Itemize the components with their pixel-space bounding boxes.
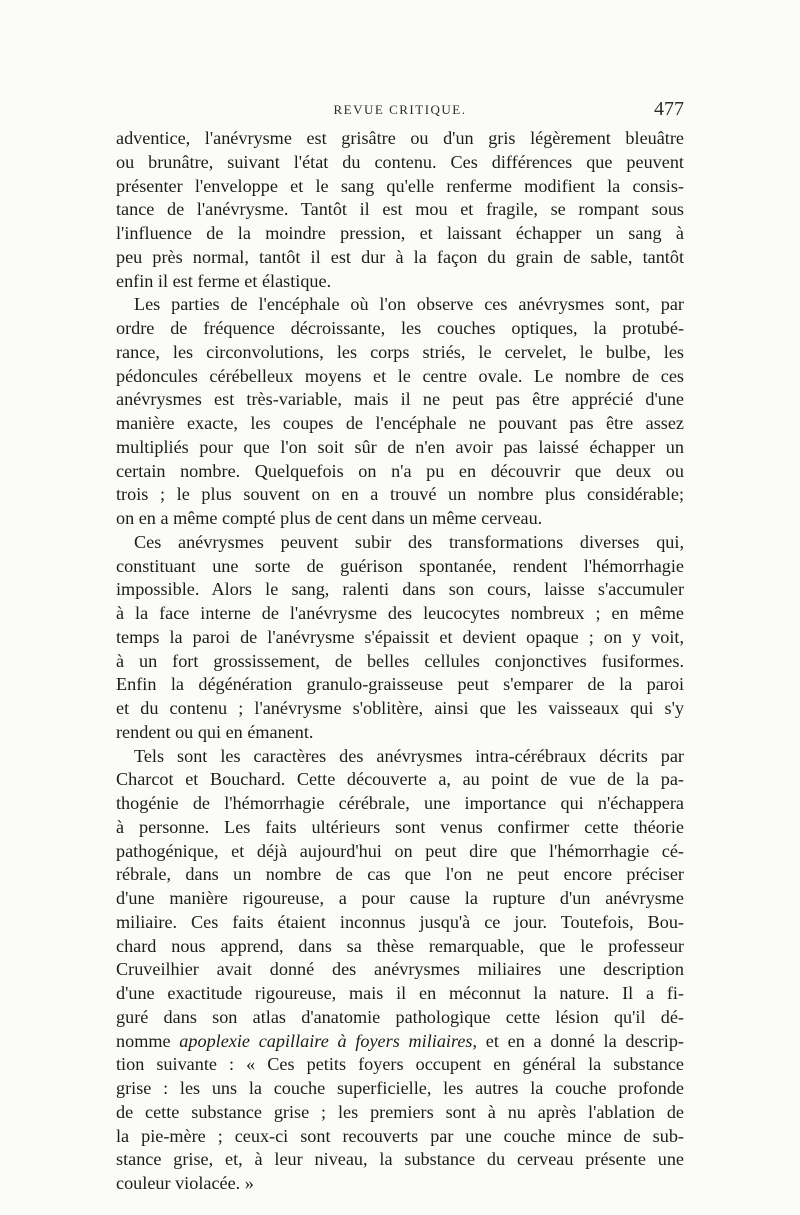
text-line: et du contenu ; l'anévrysme s'oblitère, ainsi que les vaisseaux qui s'y [116, 698, 684, 718]
text-line: certain nombre. Quelquefois on n'a pu en découvrir que deux ou [116, 460, 684, 481]
text-line: Enfin la dégénération granulo-graisseuse peut s'emparer de la paroi [116, 674, 684, 695]
text-line: Charcot et Bouchard. Cette découverte a, au point de vue de la pa- [116, 769, 684, 790]
page-number: 477 [654, 98, 684, 120]
text-line: trois ; le plus souvent on en a trouvé un nombre plus considérable; [116, 484, 684, 505]
body-text [116, 127, 684, 1196]
text-line: l'influence de la moindre pression, et laissant échapper un sang à [116, 223, 684, 243]
running-title: REVUE CRITIQUE. [333, 102, 467, 117]
text-line: peu près normal, tantôt il est dur à la façon du grain de sable, tantôt [116, 246, 684, 267]
running-head [116, 98, 684, 126]
text-line: à personne. Les faits ultérieurs sont venus confirmer cette théorie [116, 816, 684, 837]
text-line: multipliés pour que l'on soit sûr de n'en avoir pas laissé échapper un [116, 436, 684, 457]
text-line: la pie-mère ; ceux-ci sont recouverts par une couche mince de sub- [116, 1125, 684, 1146]
text-line: Tels sont les caractères des anévrysmes intra-cérébraux décrits par [134, 745, 684, 766]
text-line: manière exacte, les coupes de l'encéphale ne pouvant pas être assez [116, 413, 684, 433]
text-line: rébrale, dans un nombre de cas que l'on ne peut encore préciser [116, 864, 684, 885]
text-line: à un fort grossissement, de belles cellules conjonctives fusiformes. [116, 650, 684, 671]
text-line: Ces anévrysmes peuvent subir des transformations diverses qui, [134, 531, 684, 552]
text-line: constituant une sorte de guérison spontanée, rendent l'hémorrhagie [116, 555, 684, 576]
text-line: tion suivante : « Ces petits foyers occupent en général la substance [116, 1054, 684, 1075]
text-line: Cruveilhier avait donné des anévrysmes miliaires une description [116, 959, 684, 980]
text-line: temps la paroi de l'anévrysme s'épaissit et devient opaque ; on y voit, [116, 626, 684, 647]
text-line: présenter l'enveloppe et le sang qu'elle renferme modifient la consis- [116, 175, 684, 196]
text-line: d'une manière rigoureuse, a pour cause la rupture d'un anévrysme [116, 888, 684, 908]
text-line: on en a même compté plus de cent dans un même cerveau. [116, 508, 543, 528]
paragraph [116, 127, 684, 293]
text-line: chard nous apprend, dans sa thèse remarquable, que le professeur [116, 935, 684, 956]
text-line: de cette substance grise ; les premiers sont à nu après l'ablation de [116, 1101, 684, 1122]
text-line: thogénie de l'hémorrhagie cérébrale, une importance qui n'échappera [116, 793, 684, 813]
text-line: pédoncules cérébelleux moyens et le centre ovale. Le nombre de ces [116, 365, 684, 386]
paragraph [116, 531, 684, 745]
text-line: enfin il est ferme et élastique. [116, 270, 332, 291]
text-line: stance grise, et, à leur niveau, la substance du cerveau présente une [116, 1149, 684, 1170]
text-line: nomme apoplexie capillaire à foyers miliaires, et en a donné la descrip- [116, 1030, 684, 1051]
text-line: rance, les circonvolutions, les corps striés, le cervelet, le bulbe, les [116, 341, 684, 362]
paragraph [116, 293, 684, 531]
text-line: miliaire. Ces faits étaient inconnus jusqu'à ce jour. Toutefois, Bou- [116, 911, 684, 932]
text-line: ou brunâtre, suivant l'état du contenu. Ces différences que peuvent [116, 151, 684, 172]
text-line: Les parties de l'encéphale où l'on observe ces anévrysmes sont, par [134, 294, 684, 315]
paragraph [116, 745, 684, 1196]
text-line: anévrysmes est très-variable, mais il ne peut pas être apprécié d'une [116, 389, 684, 410]
text-line: tance de l'anévrysme. Tantôt il est mou et fragile, se rompant sous [116, 199, 684, 220]
text-line: couleur violacée. » [116, 1173, 254, 1193]
text-line: grise : les uns la couche superficielle, les autres la couche profonde [116, 1078, 684, 1098]
text-line: ordre de fréquence décroissante, les couches optiques, la protubé- [116, 318, 684, 338]
text-line: d'une exactitude rigoureuse, mais il en méconnut la nature. Il a fi- [116, 983, 684, 1003]
text-line: guré dans son atlas d'anatomie pathologique cette lésion qu'il dé- [116, 1006, 684, 1027]
text-line: pathogénique, et déjà aujourd'hui on peut dire que l'hémorrhagie cé- [116, 840, 684, 861]
text-line: à la face interne de l'anévrysme des leucocytes nombreux ; en même [116, 603, 684, 623]
text-line: impossible. Alors le sang, ralenti dans son cours, laisse s'accumuler [116, 579, 684, 600]
text-line: adventice, l'anévrysme est grisâtre ou d'un gris légèrement bleuâtre [116, 128, 684, 148]
text-line: rendent ou qui en émanent. [116, 721, 314, 742]
